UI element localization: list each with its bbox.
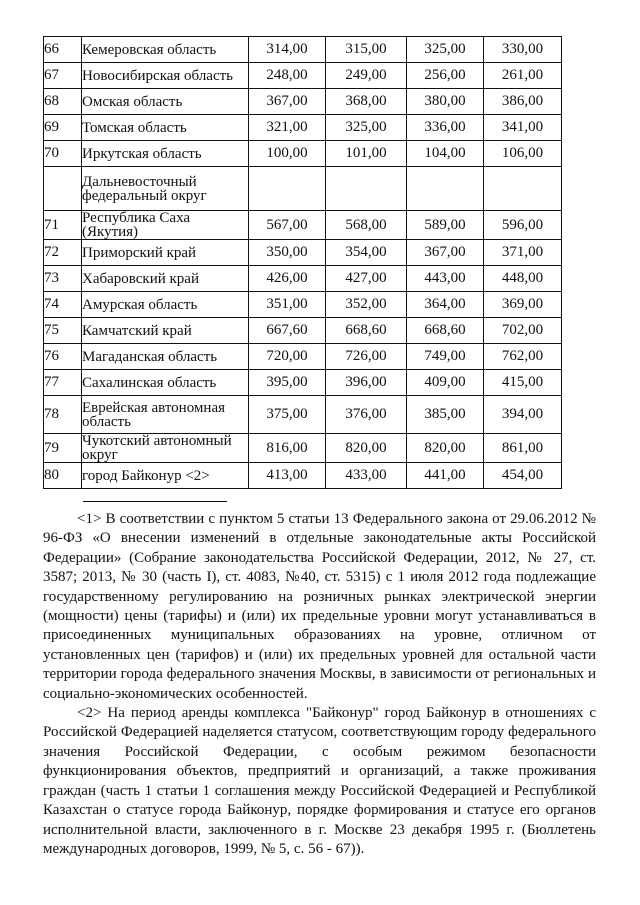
value-4: 369,00 [484, 292, 562, 318]
table-row [44, 344, 562, 370]
value-1: 321,00 [249, 115, 326, 141]
value-4: 762,00 [484, 344, 562, 370]
table-row [44, 63, 562, 89]
value-1 [249, 167, 326, 211]
table-row [44, 167, 562, 211]
tariff-table-body [44, 37, 562, 489]
value-4: 861,00 [484, 434, 562, 463]
value-1: 426,00 [249, 266, 326, 292]
region-name: Чукотский автономный округ [82, 434, 249, 463]
value-2: 101,00 [326, 141, 407, 167]
value-3: 367,00 [407, 240, 484, 266]
table-row [44, 434, 562, 463]
value-2: 820,00 [326, 434, 407, 463]
value-3: 668,60 [407, 318, 484, 344]
value-2: 249,00 [326, 63, 407, 89]
region-name: Новосибирская область [82, 63, 249, 89]
region-name: Республика Саха (Якутия) [82, 211, 249, 240]
table-row [44, 266, 562, 292]
value-3: 104,00 [407, 141, 484, 167]
value-4: 394,00 [484, 396, 562, 434]
region-name: Амурская область [82, 292, 249, 318]
row-number: 71 [44, 211, 82, 240]
table-row [44, 240, 562, 266]
table-row [44, 89, 562, 115]
value-2: 668,60 [326, 318, 407, 344]
value-2: 726,00 [326, 344, 407, 370]
value-1: 413,00 [249, 463, 326, 489]
region-name: Камчатский край [82, 318, 249, 344]
region-name: Омская область [82, 89, 249, 115]
value-3: 336,00 [407, 115, 484, 141]
footnote-1: <1> В соответствии с пунктом 5 статьи 13 Федерального закона от 29.06.2012 № 96-ФЗ «О внесении изменений в отдельные законодательные акты Российской Федерации» (Собрание законодательства Российской Федерации, 2012, № 27, ст. 3587; 2013, № 30 (часть I), ст. 4083, №40, ст. 5315) с 1 июля 2012 года подлежащие государственному регулированию на розничных рынках электрической энергии (мощности) цены (тарифы) и (или) их предельные уровни могут устанавливаться в присоединенных муниципальных образованиях на уровне, отличном от установленных цен (тарифов) и (или) их предельных уровней для остальной части территории города федерального значения Москвы, в зависимости от региональных и социально-экономических особенностей. [43, 511, 596, 702]
value-1: 248,00 [249, 63, 326, 89]
value-4: 454,00 [484, 463, 562, 489]
table-row [44, 115, 562, 141]
value-1: 667,60 [249, 318, 326, 344]
value-3: 409,00 [407, 370, 484, 396]
value-1: 314,00 [249, 37, 326, 63]
value-1: 350,00 [249, 240, 326, 266]
value-1: 100,00 [249, 141, 326, 167]
row-number: 78 [44, 396, 82, 434]
region-name: город Байконур <2> [82, 463, 249, 489]
value-3: 749,00 [407, 344, 484, 370]
table-row [44, 370, 562, 396]
table-row [44, 37, 562, 63]
value-4: 596,00 [484, 211, 562, 240]
value-3: 380,00 [407, 89, 484, 115]
region-name: Сахалинская область [82, 370, 249, 396]
value-2: 427,00 [326, 266, 407, 292]
value-3: 364,00 [407, 292, 484, 318]
value-4: 261,00 [484, 63, 562, 89]
row-number: 76 [44, 344, 82, 370]
value-3: 443,00 [407, 266, 484, 292]
value-1: 720,00 [249, 344, 326, 370]
value-4: 415,00 [484, 370, 562, 396]
value-1: 375,00 [249, 396, 326, 434]
region-name: Томская область [82, 115, 249, 141]
row-number: 68 [44, 89, 82, 115]
value-2: 368,00 [326, 89, 407, 115]
value-4: 330,00 [484, 37, 562, 63]
value-2: 376,00 [326, 396, 407, 434]
value-3: 385,00 [407, 396, 484, 434]
value-2: 396,00 [326, 370, 407, 396]
value-1: 567,00 [249, 211, 326, 240]
footnote-separator [83, 501, 227, 502]
value-3: 820,00 [407, 434, 484, 463]
value-2: 568,00 [326, 211, 407, 240]
value-2: 352,00 [326, 292, 407, 318]
row-number: 73 [44, 266, 82, 292]
region-name: Дальневосточный федеральный округ [82, 167, 249, 211]
region-name: Магаданская область [82, 344, 249, 370]
tariff-table [43, 36, 562, 489]
value-2: 354,00 [326, 240, 407, 266]
value-3: 325,00 [407, 37, 484, 63]
value-1: 367,00 [249, 89, 326, 115]
value-3: 441,00 [407, 463, 484, 489]
value-3: 589,00 [407, 211, 484, 240]
value-4: 702,00 [484, 318, 562, 344]
row-number: 69 [44, 115, 82, 141]
value-2: 315,00 [326, 37, 407, 63]
region-name: Иркутская область [82, 141, 249, 167]
table-row [44, 141, 562, 167]
row-number: 75 [44, 318, 82, 344]
row-number: 67 [44, 63, 82, 89]
value-2: 433,00 [326, 463, 407, 489]
table-row [44, 211, 562, 240]
footnotes [43, 510, 596, 859]
value-4 [484, 167, 562, 211]
row-number: 77 [44, 370, 82, 396]
value-4: 448,00 [484, 266, 562, 292]
table-row [44, 292, 562, 318]
row-number: 72 [44, 240, 82, 266]
value-2 [326, 167, 407, 211]
region-name: Кемеровская область [82, 37, 249, 63]
value-3: 256,00 [407, 63, 484, 89]
value-1: 351,00 [249, 292, 326, 318]
row-number: 80 [44, 463, 82, 489]
value-1: 816,00 [249, 434, 326, 463]
region-name: Еврейская автономная область [82, 396, 249, 434]
value-3 [407, 167, 484, 211]
row-number [44, 167, 82, 211]
region-name: Приморский край [82, 240, 249, 266]
value-4: 106,00 [484, 141, 562, 167]
row-number: 74 [44, 292, 82, 318]
region-name: Хабаровский край [82, 266, 249, 292]
footnote-2: <2> На период аренды комплекса "Байконур" город Байконур в отношениях с Российской Федерацией наделяется статусом, соответствующим городу федерального значения Российской Федерации, с особым режимом безопасности функционирования объектов, предприятий и организаций, а также проживания граждан (часть 1 статьи 1 соглашения между Российской Федерацией и Республикой Казахстан о статусе города Байконур, порядке формирования и статусе его органов исполнительной власти, заключенного в г. Москве 23 декабря 1995 г. (Бюллетень международных договоров, 1999, № 5, с. 56 - 67)). [43, 705, 596, 857]
value-4: 386,00 [484, 89, 562, 115]
value-4: 341,00 [484, 115, 562, 141]
value-1: 395,00 [249, 370, 326, 396]
row-number: 66 [44, 37, 82, 63]
table-row [44, 318, 562, 344]
table-row [44, 463, 562, 489]
row-number: 70 [44, 141, 82, 167]
row-number: 79 [44, 434, 82, 463]
value-2: 325,00 [326, 115, 407, 141]
table-row [44, 396, 562, 434]
value-4: 371,00 [484, 240, 562, 266]
